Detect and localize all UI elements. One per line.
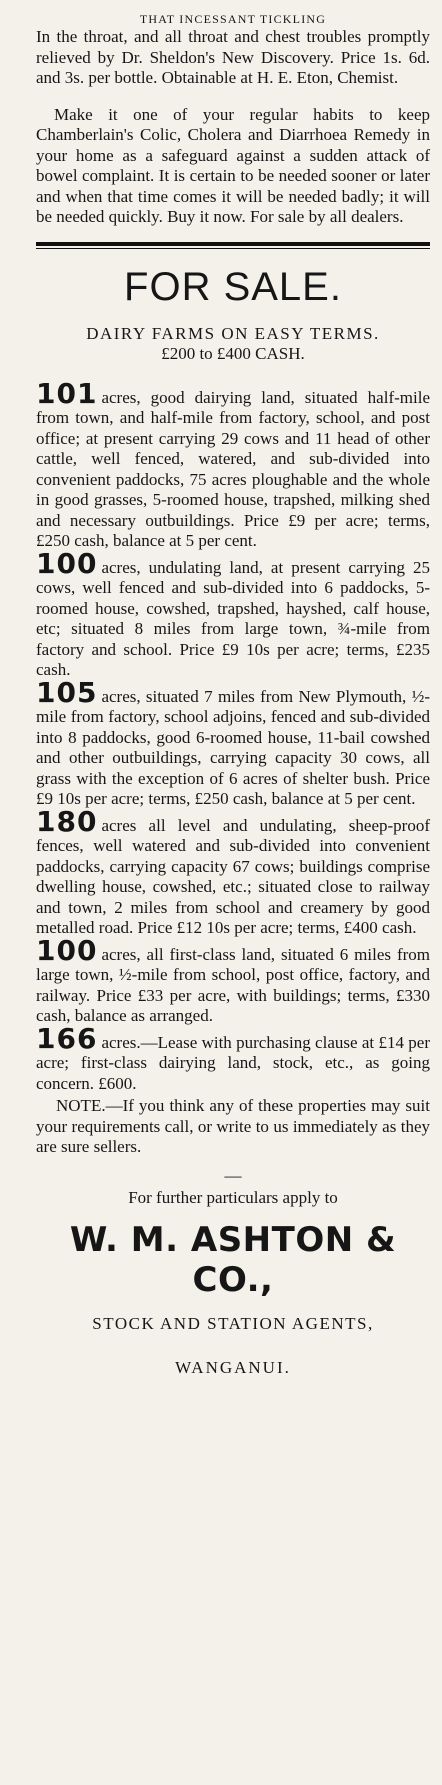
- listing-acres: 101: [36, 376, 98, 410]
- listing: [36, 376, 430, 552]
- listing-acres: 100: [36, 546, 98, 580]
- note-paragraph: NOTE.—If you think any of these properties may suit your requirements call, or write to us immediately as they are sure sellers.: [36, 1096, 430, 1156]
- for-sale-subtitle: DAIRY FARMS ON EASY TERMS.: [86, 323, 380, 343]
- listing-text: acres, all first-class land, situated 6 miles from large town, ½-mile from school, post office, factory, and railway. Price £33 per acre, with buildings; terms, £330 cash, balance as arranged.: [36, 944, 430, 1025]
- listing-acres: 100: [36, 933, 98, 967]
- divider-thin: [36, 248, 430, 249]
- for-sale-ad: [36, 265, 430, 1378]
- for-sale-title: FOR SALE.: [124, 264, 342, 309]
- firm-name: W. M. ASHTON & CO.,: [69, 1219, 397, 1300]
- listing-text: acres, good dairying land, situated half-mile from town, and half-mile from factory, school, and post office; at present carrying 29 cows and 11 head of other cattle, well fenced, watered, and sub-divided into convenient paddocks, 75 acres ploughable and the whole in good grasses, 5-roomed house, trapshed, milking shed and necessary outbuildings. Price £9 per acre; terms, £250 cash, balance at 5 per cent.: [36, 387, 430, 550]
- listing-text: acres all level and undulating, sheep-proof fences, well watered and sub-divided into convenient paddocks, carrying capacity 67 cows; buildings comprise dwelling house, cowshed, etc.; situated close to railway and town, 2 miles from school and creamery by good metalled road. Price £12 10s per acre; terms, £400 cash.: [36, 815, 430, 937]
- listing-text: acres, situated 7 miles from New Plymouth, ½-mile from factory, school adjoins, fenced and sub-divided into 8 paddocks, good 6-roomed house, 11-bail cowshed and other outbuildings, carrying capacity 30 cows, all grass with the exception of 6 acres of shelter bush. Price £9 10s per acre; terms, £250 cash, balance at 5 per cent.: [36, 686, 430, 808]
- listing: [36, 675, 430, 810]
- listing-acres: 180: [36, 804, 98, 838]
- for-sale-price-range: £200 to £400 CASH.: [161, 343, 305, 363]
- listing-acres: 105: [36, 675, 98, 709]
- further-particulars: For further particulars apply to: [128, 1187, 338, 1207]
- dash-separator: —: [224, 1165, 242, 1185]
- divider-thick: [36, 242, 430, 246]
- tickling-ad-heading: THAT INCESSANT TICKLING: [139, 12, 327, 26]
- listing: [36, 1021, 430, 1095]
- firm-description: STOCK AND STATION AGENTS,: [92, 1313, 374, 1333]
- newspaper-column: [36, 0, 430, 1378]
- tickling-ad: [36, 12, 430, 89]
- listing: [36, 933, 430, 1027]
- tickling-ad-body: In the throat, and all throat and chest troubles promptly relieved by Dr. Sheldon's New Discovery. Price 1s. 6d. and 3s. per bottle. Obtainable at H. E. Eton, Chemist.: [36, 27, 430, 87]
- chamberlain-ad: [36, 105, 430, 228]
- firm-town: WANGANUI.: [175, 1357, 291, 1377]
- listing: [36, 546, 430, 681]
- listing-acres: 166: [36, 1021, 98, 1055]
- chamberlain-ad-body: Make it one of your regular habits to keep Chamberlain's Colic, Cholera and Diarrhoea Remedy in your home as a safeguard against a sudden attack of bowel complaint. It is certain to be needed sooner or later and when that time comes it will be needed badly; it will be needed quickly. Buy it now. For sale by all dealers.: [36, 104, 430, 226]
- listing-text: acres.—Lease with purchasing clause at £14 per acre; first-class dairying land, stock, etc., as going concern. £600.: [36, 1032, 430, 1093]
- listing-text: acres, undulating land, at present carrying 25 cows, well fenced and sub-divided into 6 paddocks, 5-roomed house, cowshed, trapshed, hayshed, calf house, etc; situated 8 miles from large town, ¾-mile from factory and school. Price £9 10s per acre; terms, £235 cash.: [36, 557, 430, 679]
- listing: [36, 804, 430, 939]
